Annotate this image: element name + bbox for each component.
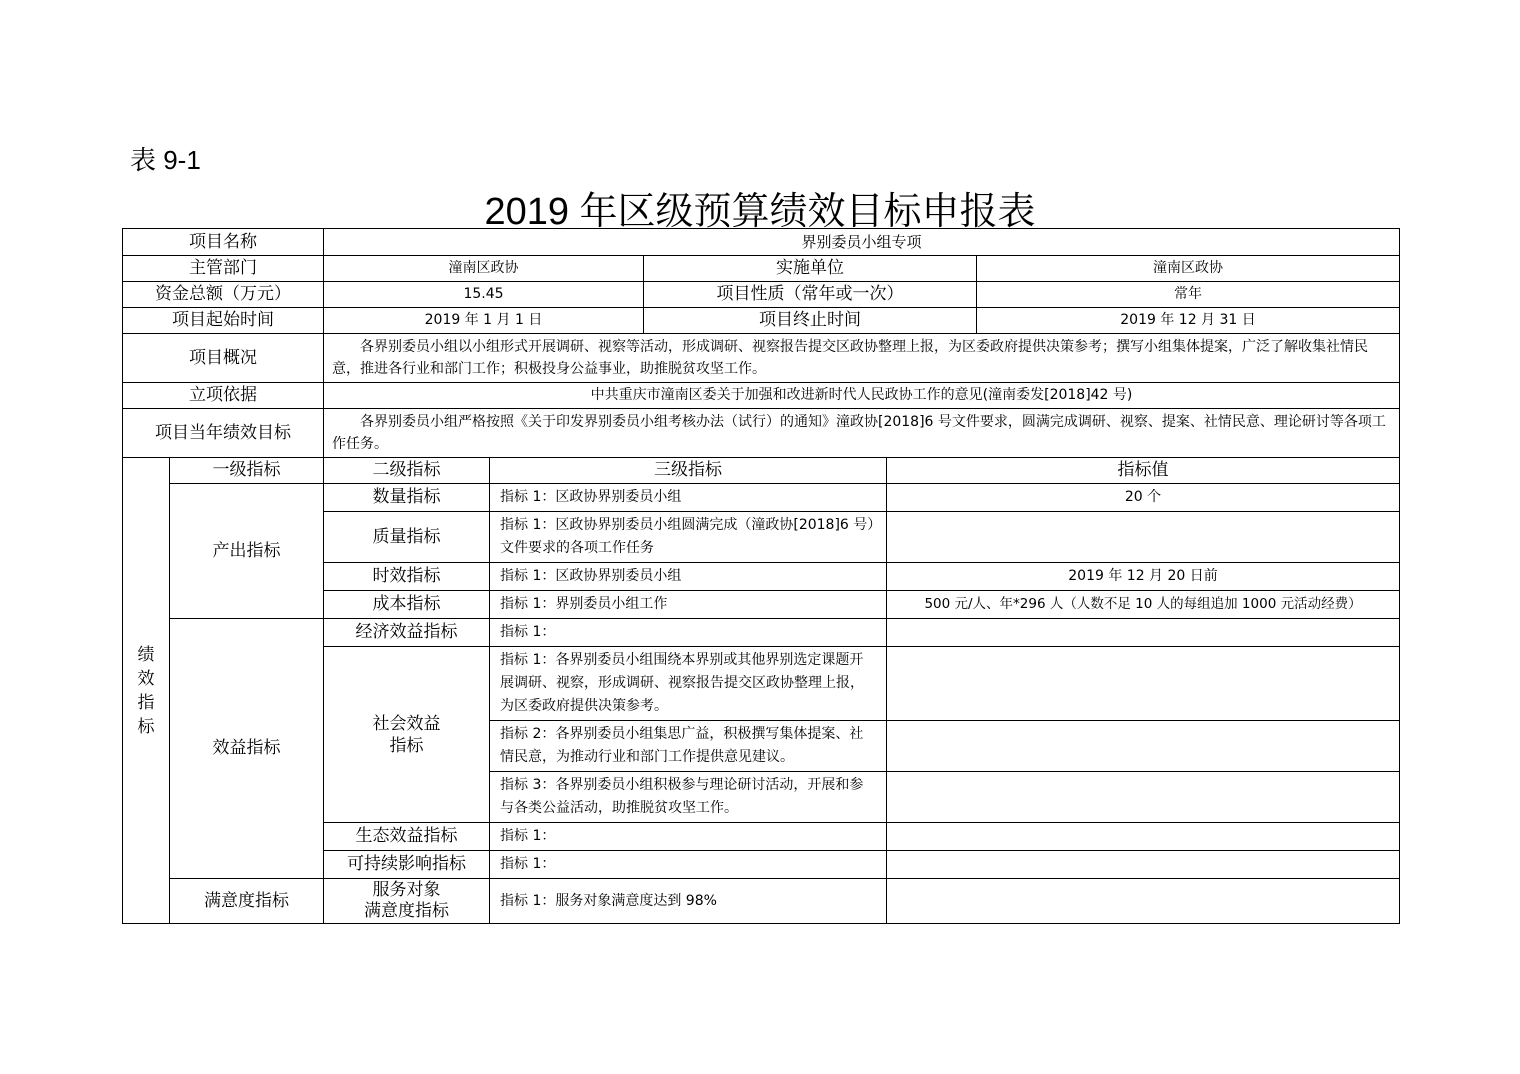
quantity-indicator-label: 数量指标 — [324, 484, 490, 512]
social-level3-3: 指标 3：各界别委员小组积极参与理论研讨活动，开展和参与各类公益活动，助推脱贫攻坚工作。 — [490, 772, 887, 823]
table-number: 表 9-1 — [130, 145, 201, 175]
quantity-level3: 指标 1：区政协界别委员小组 — [490, 484, 887, 512]
start-time-value: 2019 年 1 月 1 日 — [324, 308, 644, 334]
start-time-label: 项目起始时间 — [123, 308, 324, 334]
quality-level3: 指标 1：区政协界别委员小组圆满完成（潼政协[2018]6 号）文件要求的各项工作任务 — [490, 512, 887, 563]
nature-label: 项目性质（常年或一次） — [644, 282, 977, 308]
satisfaction-level3: 指标 1：服务对象满意度达到 98% — [490, 879, 887, 924]
ecological-level3: 指标 1： — [490, 823, 887, 851]
sustainability-level3: 指标 1： — [490, 851, 887, 879]
performance-indicator-side-label: 绩 效 指 标 — [123, 458, 170, 924]
ecological-value — [887, 823, 1400, 851]
end-time-label: 项目终止时间 — [644, 308, 977, 334]
project-name-label: 项目名称 — [123, 229, 324, 256]
header-value: 指标值 — [887, 458, 1400, 484]
basis-label: 立项依据 — [123, 383, 324, 409]
row-project-name — [123, 229, 1400, 256]
satisfaction-indicator-label: 满意度指标 — [170, 879, 324, 924]
row-basis — [123, 383, 1400, 409]
row-economic — [123, 619, 1400, 647]
funds-label: 资金总额（万元） — [123, 282, 324, 308]
implementing-unit-value: 潼南区政协 — [977, 256, 1400, 282]
satisfaction-value — [887, 879, 1400, 924]
social-indicator-label: 社会效益 指标 — [324, 647, 490, 823]
ecological-indicator-label: 生态效益指标 — [324, 823, 490, 851]
cost-value: 500 元/人、年*296 人（人数不足 10 人的每组追加 1000 元活动经费） — [887, 591, 1400, 619]
economic-level3: 指标 1： — [490, 619, 887, 647]
row-indicator-header — [123, 458, 1400, 484]
row-goal — [123, 409, 1400, 458]
row-period — [123, 308, 1400, 334]
social-level3-1: 指标 1：各界别委员小组围绕本界别或其他界别选定课题开展调研、视察，形成调研、视察报告提交区政协整理上报，为区委政府提供决策参考。 — [490, 647, 887, 721]
header-level3: 三级指标 — [490, 458, 887, 484]
overview-label: 项目概况 — [123, 334, 324, 383]
row-quantity — [123, 484, 1400, 512]
overview-value: 各界别委员小组以小组形式开展调研、视察等活动，形成调研、视察报告提交区政协整理上报，为区委政府提供决策参考；撰写小组集体提案，广泛了解收集社情民意，推进各行业和部门工作；积极投身公益事业，助推脱贫攻坚工作。 — [324, 334, 1400, 383]
row-department — [123, 256, 1400, 282]
performance-target-table — [122, 228, 1400, 924]
economic-value — [887, 619, 1400, 647]
economic-indicator-label: 经济效益指标 — [324, 619, 490, 647]
basis-value: 中共重庆市潼南区委关于加强和改进新时代人民政协工作的意见(潼南委发[2018]42 号) — [324, 383, 1400, 409]
row-satisfaction — [123, 879, 1400, 924]
end-time-value: 2019 年 12 月 31 日 — [977, 308, 1400, 334]
funds-value: 15.45 — [324, 282, 644, 308]
project-name-value: 界别委员小组专项 — [324, 229, 1400, 256]
goal-value: 各界别委员小组严格按照《关于印发界别委员小组考核办法（试行）的通知》潼政协[2018]6 号文件要求，圆满完成调研、视察、提案、社情民意、理论研讨等各项工作任务。 — [324, 409, 1400, 458]
social-value-3 — [887, 772, 1400, 823]
department-value: 潼南区政协 — [324, 256, 644, 282]
row-overview — [123, 334, 1400, 383]
timeliness-level3: 指标 1：区政协界别委员小组 — [490, 563, 887, 591]
implementing-unit-label: 实施单位 — [644, 256, 977, 282]
sustainability-indicator-label: 可持续影响指标 — [324, 851, 490, 879]
output-indicator-label: 产出指标 — [170, 484, 324, 619]
social-value-2 — [887, 721, 1400, 772]
nature-value: 常年 — [977, 282, 1400, 308]
timeliness-indicator-label: 时效指标 — [324, 563, 490, 591]
header-level1: 一级指标 — [170, 458, 324, 484]
department-label: 主管部门 — [123, 256, 324, 282]
goal-label: 项目当年绩效目标 — [123, 409, 324, 458]
cost-level3: 指标 1：界别委员小组工作 — [490, 591, 887, 619]
header-level2: 二级指标 — [324, 458, 490, 484]
quality-indicator-label: 质量指标 — [324, 512, 490, 563]
benefit-indicator-label: 效益指标 — [170, 619, 324, 879]
quantity-value: 20 个 — [887, 484, 1400, 512]
sustainability-value — [887, 851, 1400, 879]
cost-indicator-label: 成本指标 — [324, 591, 490, 619]
social-level3-2: 指标 2：各界别委员小组集思广益，积极撰写集体提案、社情民意，为推动行业和部门工作提供意见建议。 — [490, 721, 887, 772]
page-title: 2019 年区级预算绩效目标申报表 — [484, 191, 1036, 233]
satisfaction-level2-label: 服务对象 满意度指标 — [324, 879, 490, 924]
row-funds — [123, 282, 1400, 308]
quality-value — [887, 512, 1400, 563]
social-value-1 — [887, 647, 1400, 721]
timeliness-value: 2019 年 12 月 20 日前 — [887, 563, 1400, 591]
